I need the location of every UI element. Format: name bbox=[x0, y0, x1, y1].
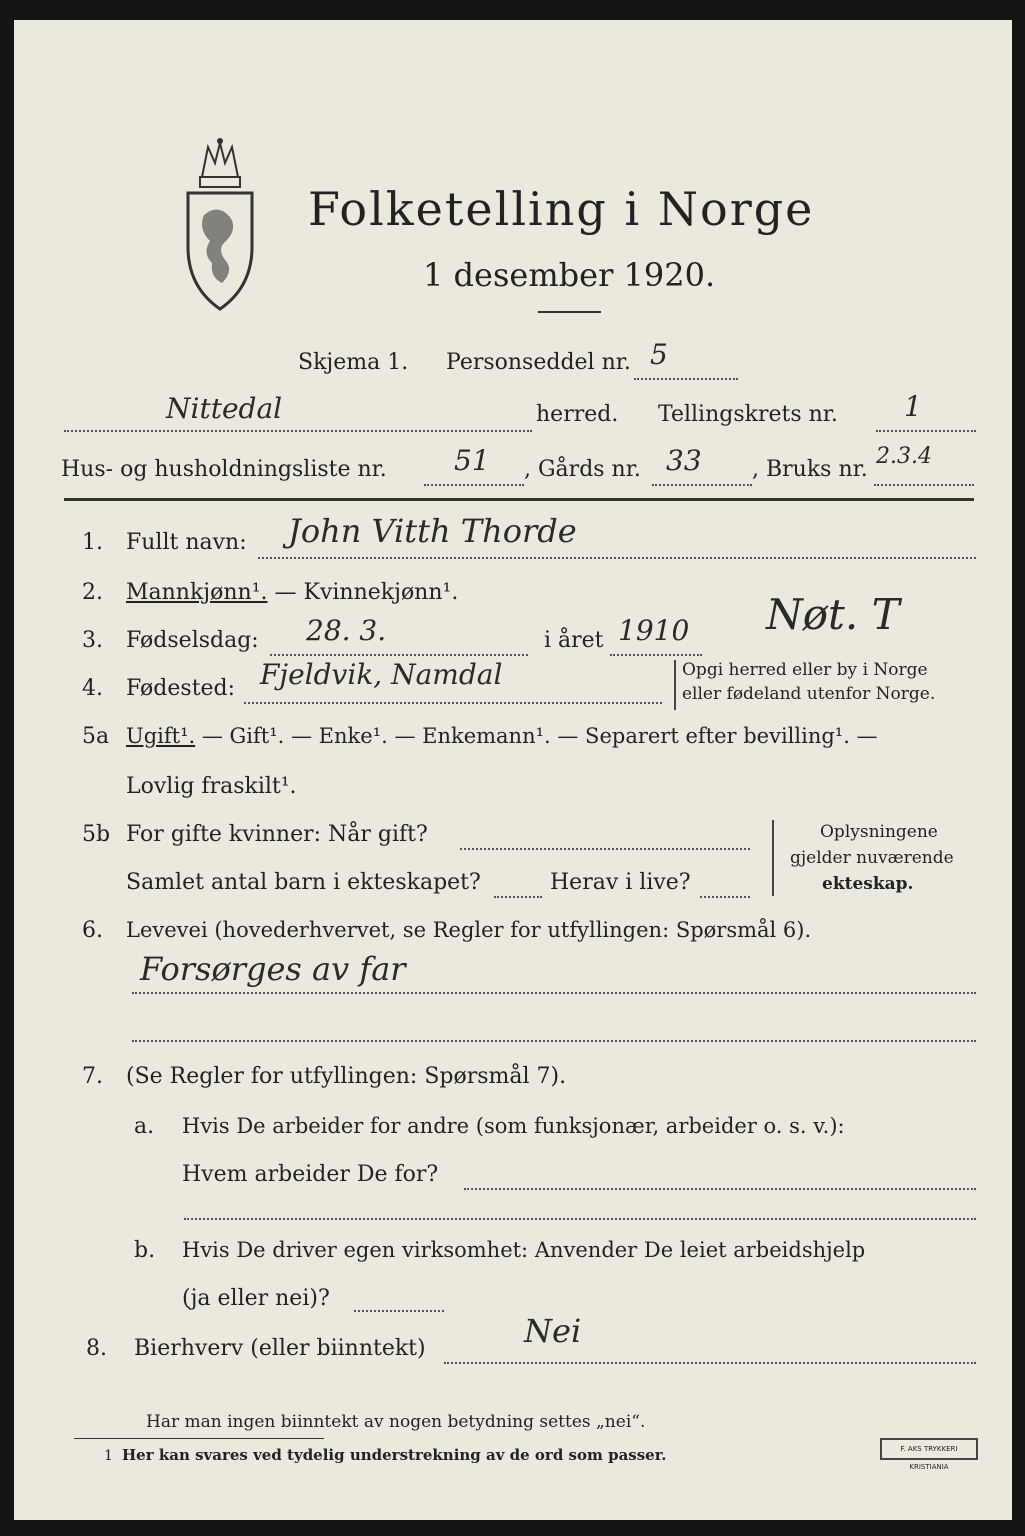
q5b-number: 5b bbox=[82, 822, 111, 847]
q2-options bbox=[126, 580, 458, 605]
herred-value: Nittedal bbox=[166, 392, 283, 425]
q5b-label2: Samlet antal barn i ekteskapet? bbox=[126, 870, 481, 895]
page-title: Folketelling i Norge bbox=[308, 182, 815, 236]
footer-divider bbox=[74, 1438, 324, 1439]
q8-value: Nei bbox=[524, 1312, 582, 1350]
q5a-number: 5a bbox=[82, 724, 110, 749]
q5a-options bbox=[126, 724, 878, 748]
q2-separator: — bbox=[267, 580, 304, 605]
q3-number: 3. bbox=[82, 628, 103, 653]
personseddel-line bbox=[634, 378, 738, 380]
q5b-note-line1: Oplysningene bbox=[820, 822, 938, 842]
q4-line bbox=[244, 702, 662, 704]
coat-of-arms-icon bbox=[182, 137, 258, 313]
q7a-line1 bbox=[464, 1188, 976, 1190]
husholdningsliste-line bbox=[424, 484, 524, 486]
q7b-line bbox=[354, 1310, 444, 1312]
q6-value: Forsørges av far bbox=[140, 950, 406, 988]
bruks-value: 2.3.4 bbox=[876, 444, 932, 469]
herred-line bbox=[64, 430, 532, 432]
footnote-number: 1 bbox=[104, 1448, 113, 1464]
q7-number: 7. bbox=[82, 1064, 103, 1089]
q1-number: 1. bbox=[82, 530, 103, 555]
census-form bbox=[14, 20, 1012, 1520]
skjema-label: Skjema 1. bbox=[298, 350, 409, 375]
q6-label: Levevei (hovederhvervet, se Regler for utfyllingen: Spørsmål 6). bbox=[126, 918, 812, 942]
printer-stamp-text: F. AKS TRYKKERI KRISTIANIA bbox=[900, 1445, 958, 1471]
q4-number: 4. bbox=[82, 676, 103, 701]
q4-value: Fjeldvik, Namdal bbox=[260, 658, 503, 691]
tellingskrets-line bbox=[876, 430, 976, 432]
q1-line bbox=[258, 557, 976, 559]
q7a-line2 bbox=[184, 1218, 976, 1220]
q2-female-option: Kvinnekjønn¹. bbox=[303, 580, 459, 605]
q6-line1 bbox=[132, 992, 976, 994]
q5b-line1 bbox=[460, 848, 750, 850]
q4-note-brace bbox=[674, 660, 676, 710]
q3-year-label: i året bbox=[544, 628, 604, 653]
q4-note-line2: eller fødeland utenfor Norge. bbox=[682, 684, 936, 704]
q3-label: Fødselsdag: bbox=[126, 628, 259, 653]
q5a-line2: Lovlig fraskilt¹. bbox=[126, 774, 297, 799]
tellingskrets-value: 1 bbox=[904, 390, 922, 423]
bruks-line bbox=[874, 484, 974, 486]
q3-year-value: 1910 bbox=[618, 614, 690, 647]
q3-margin-note: Nøt. T bbox=[766, 590, 900, 639]
q7-label: (Se Regler for utfyllingen: Spørsmål 7). bbox=[126, 1064, 567, 1089]
q4-note-line1: Opgi herred eller by i Norge bbox=[682, 660, 928, 680]
q6-line2 bbox=[132, 1040, 976, 1042]
q5a-other-options: — Gift¹. — Enke¹. — Enkemann¹. — Separert efter bevilling¹. — bbox=[195, 724, 878, 748]
q7b-label: Hvis De driver egen virksomhet: Anvender De leiet arbeidshjelp bbox=[182, 1238, 866, 1262]
q7b-label2: (ja eller nei)? bbox=[182, 1286, 330, 1311]
bruks-label: , Bruks nr. bbox=[752, 457, 868, 482]
herred-label: herred. bbox=[536, 402, 619, 427]
q2-male-option: Mannkjønn¹. bbox=[126, 580, 268, 605]
q2-number: 2. bbox=[82, 580, 103, 605]
q3-year-line bbox=[610, 654, 702, 656]
q7b-number: b. bbox=[134, 1238, 156, 1263]
title-divider bbox=[538, 311, 601, 313]
q1-label: Fullt navn: bbox=[126, 530, 247, 555]
gards-value: 33 bbox=[666, 444, 702, 477]
gards-line bbox=[652, 484, 752, 486]
q8-line bbox=[444, 1362, 976, 1364]
q7a-number: a. bbox=[134, 1114, 155, 1139]
husholdningsliste-value: 51 bbox=[454, 444, 490, 477]
personseddel-label: Personseddel nr. bbox=[446, 350, 631, 375]
q7a-label: Hvis De arbeider for andre (som funksjonær, arbeider o. s. v.): bbox=[182, 1114, 845, 1138]
printer-stamp bbox=[880, 1438, 978, 1471]
personseddel-value: 5 bbox=[650, 338, 668, 371]
header-divider bbox=[64, 498, 974, 501]
q5b-label3: Herav i live? bbox=[550, 870, 691, 895]
q3-day-value: 28. 3. bbox=[306, 614, 387, 647]
gards-label: , Gårds nr. bbox=[524, 457, 641, 482]
q3-day-line bbox=[270, 654, 528, 656]
q5b-label1: For gifte kvinner: Når gift? bbox=[126, 822, 428, 847]
q6-number: 6. bbox=[82, 918, 103, 943]
q5b-line3 bbox=[700, 896, 750, 898]
q8-label: Bierhverv (eller biinntekt) bbox=[134, 1336, 426, 1361]
q8-number: 8. bbox=[86, 1336, 107, 1361]
tellingskrets-label: Tellingskrets nr. bbox=[658, 402, 838, 427]
q5b-line2 bbox=[494, 896, 542, 898]
q5a-ugift-option: Ugift¹. bbox=[126, 724, 196, 748]
footer-note: Har man ingen biinntekt av nogen betydning settes „nei“. bbox=[146, 1412, 646, 1432]
q5b-note-line2: gjelder nuværende bbox=[790, 848, 954, 868]
q5b-note-line3: ekteskap. bbox=[822, 874, 914, 894]
q1-value: John Vitth Thorde bbox=[288, 512, 577, 550]
q4-label: Fødested: bbox=[126, 676, 236, 701]
footnote-text: Her kan svares ved tydelig understrekning av de ord som passer. bbox=[122, 1446, 667, 1464]
q5b-note-brace bbox=[772, 820, 774, 896]
husholdningsliste-label: Hus- og husholdningsliste nr. bbox=[61, 457, 387, 482]
q7a-label2: Hvem arbeider De for? bbox=[182, 1162, 439, 1187]
census-date: 1 desember 1920. bbox=[423, 256, 716, 294]
